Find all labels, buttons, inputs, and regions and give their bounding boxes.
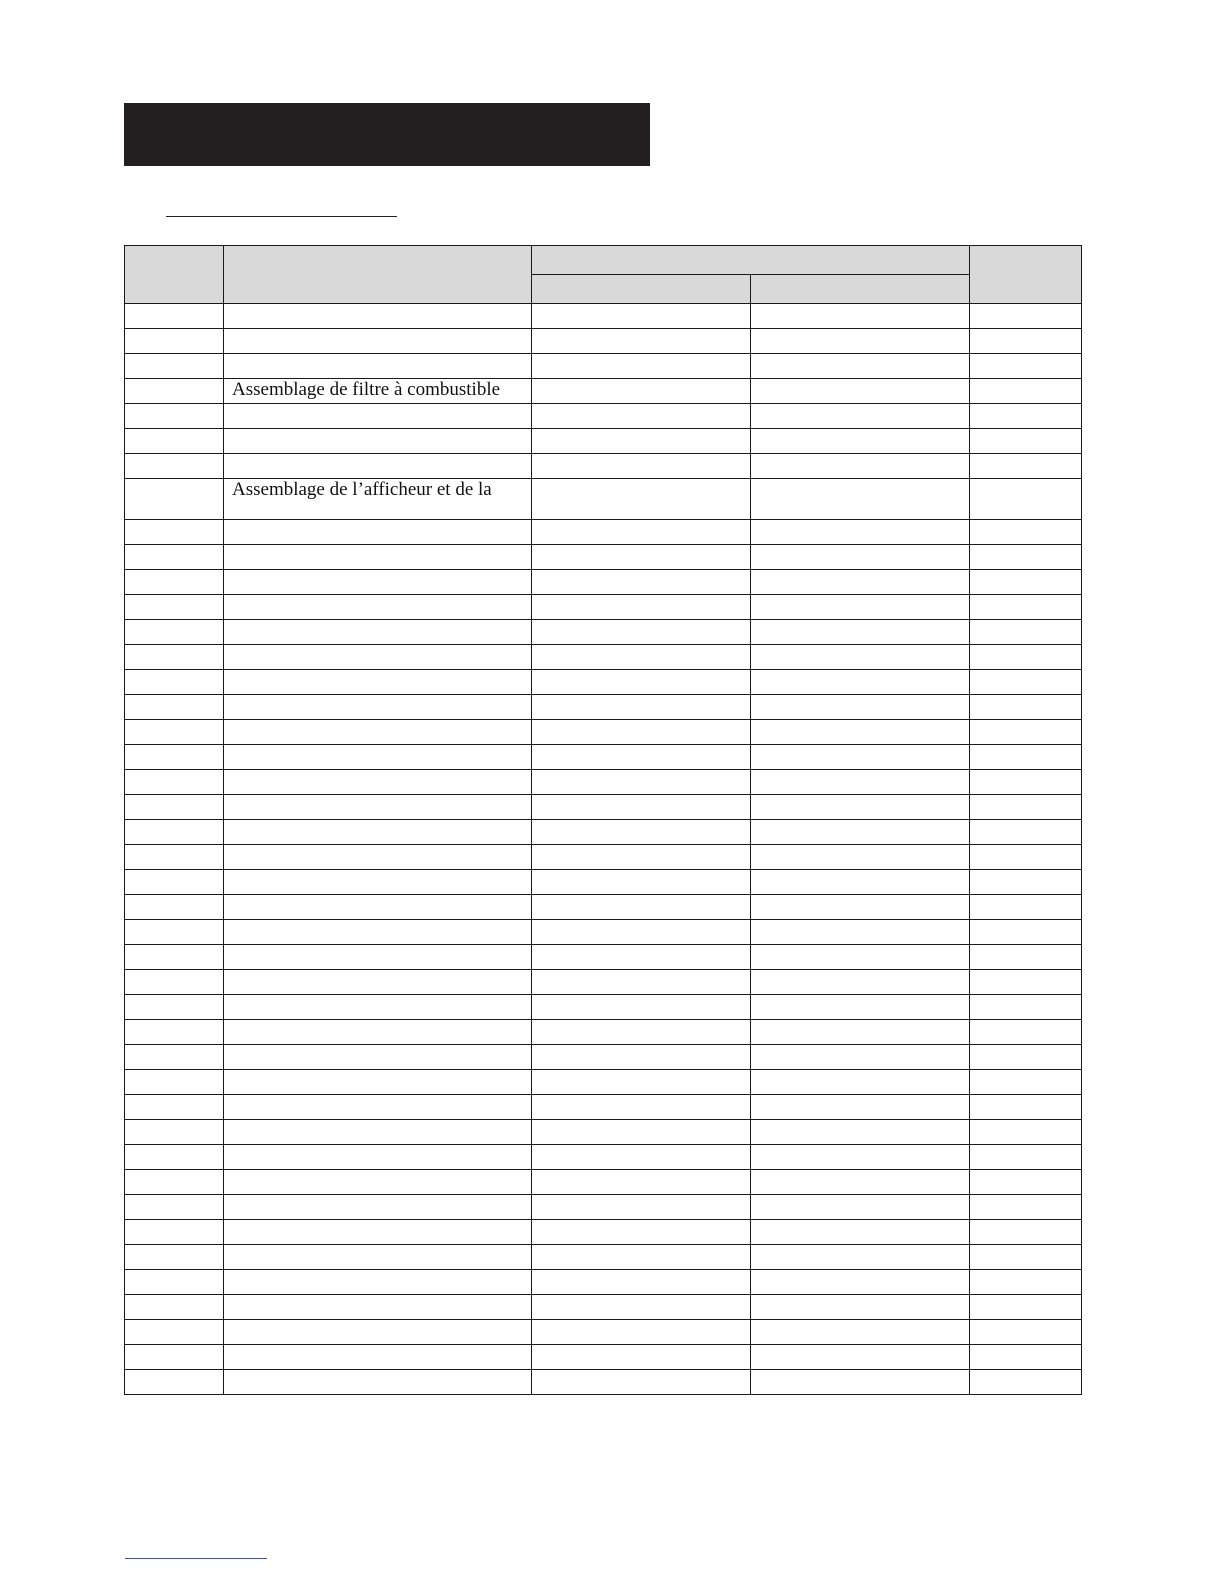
cell-empty xyxy=(125,970,224,995)
cell-empty xyxy=(224,1045,532,1070)
cell-empty xyxy=(970,970,1082,995)
cell-empty xyxy=(224,945,532,970)
table-row xyxy=(125,945,1082,970)
cell-empty xyxy=(532,1045,751,1070)
cell-empty xyxy=(125,1020,224,1045)
cell-empty xyxy=(125,1045,224,1070)
cell-empty xyxy=(532,670,751,695)
cell-ref xyxy=(125,379,224,404)
cell-empty xyxy=(970,645,1082,670)
cell-empty xyxy=(532,820,751,845)
cell-col-b xyxy=(751,429,970,454)
cell-ref xyxy=(125,454,224,479)
header-ref xyxy=(125,246,224,304)
table-row xyxy=(125,1220,1082,1245)
table-row xyxy=(125,570,1082,595)
cell-empty xyxy=(532,1145,751,1170)
table-row xyxy=(125,1120,1082,1145)
cell-empty xyxy=(125,1145,224,1170)
table-row xyxy=(125,304,1082,329)
cell-empty xyxy=(751,1045,970,1070)
cell-empty xyxy=(532,1270,751,1295)
cell-empty xyxy=(970,1020,1082,1045)
cell-empty xyxy=(970,545,1082,570)
cell-empty xyxy=(751,820,970,845)
cell-empty xyxy=(125,670,224,695)
cell-empty xyxy=(125,1270,224,1295)
cell-empty xyxy=(224,1345,532,1370)
cell-empty xyxy=(751,995,970,1020)
cell-empty xyxy=(970,620,1082,645)
cell-empty xyxy=(970,1270,1082,1295)
cell-empty xyxy=(224,695,532,720)
cell-empty xyxy=(532,1020,751,1045)
table-row xyxy=(125,1270,1082,1295)
cell-col-b xyxy=(751,329,970,354)
cell-empty xyxy=(125,520,224,545)
cell-empty xyxy=(224,1370,532,1395)
table-row xyxy=(125,670,1082,695)
cell-col-a xyxy=(532,429,751,454)
table-row xyxy=(125,379,1082,404)
cell-empty xyxy=(532,1195,751,1220)
cell-empty xyxy=(125,1245,224,1270)
cell-empty xyxy=(224,720,532,745)
cell-description xyxy=(224,404,532,429)
cell-empty xyxy=(125,745,224,770)
table-row xyxy=(125,1320,1082,1345)
cell-empty xyxy=(970,945,1082,970)
cell-empty xyxy=(970,695,1082,720)
cell-empty xyxy=(751,1295,970,1320)
cell-col-a xyxy=(532,379,751,404)
table-row xyxy=(125,545,1082,570)
cell-empty xyxy=(125,895,224,920)
cell-empty xyxy=(751,545,970,570)
cell-col-b xyxy=(751,354,970,379)
cell-empty xyxy=(224,1120,532,1145)
cell-empty xyxy=(751,670,970,695)
cell-empty xyxy=(224,1070,532,1095)
table-row xyxy=(125,479,1082,520)
cell-empty xyxy=(125,720,224,745)
table-row xyxy=(125,329,1082,354)
cell-empty xyxy=(970,1320,1082,1345)
cell-ref xyxy=(125,404,224,429)
cell-empty xyxy=(125,870,224,895)
cell-empty xyxy=(125,1370,224,1395)
table-row xyxy=(125,354,1082,379)
cell-empty xyxy=(224,895,532,920)
cell-empty xyxy=(125,1295,224,1320)
cell-qty xyxy=(970,479,1082,520)
cell-empty xyxy=(125,570,224,595)
cell-ref xyxy=(125,304,224,329)
cell-empty xyxy=(532,1345,751,1370)
table-row xyxy=(125,745,1082,770)
cell-empty xyxy=(970,995,1082,1020)
cell-col-a xyxy=(532,404,751,429)
header-description xyxy=(224,246,532,304)
parts-table xyxy=(124,245,1082,1395)
cell-ref xyxy=(125,354,224,379)
cell-empty xyxy=(224,1195,532,1220)
cell-empty xyxy=(532,720,751,745)
cell-empty xyxy=(751,620,970,645)
cell-ref xyxy=(125,429,224,454)
cell-empty xyxy=(970,870,1082,895)
cell-col-b xyxy=(751,454,970,479)
cell-empty xyxy=(751,970,970,995)
cell-empty xyxy=(532,745,751,770)
cell-qty xyxy=(970,454,1082,479)
cell-empty xyxy=(751,1020,970,1045)
cell-empty xyxy=(532,1320,751,1345)
cell-empty xyxy=(970,920,1082,945)
table-row xyxy=(125,1170,1082,1195)
cell-empty xyxy=(751,1270,970,1295)
cell-empty xyxy=(224,870,532,895)
cell-empty xyxy=(751,1070,970,1095)
cell-ref xyxy=(125,479,224,520)
cell-empty xyxy=(125,920,224,945)
cell-empty xyxy=(125,845,224,870)
table-row xyxy=(125,404,1082,429)
cell-empty xyxy=(532,770,751,795)
cell-empty xyxy=(224,745,532,770)
table-row xyxy=(125,770,1082,795)
cell-description xyxy=(224,454,532,479)
cell-empty xyxy=(125,1070,224,1095)
cell-empty xyxy=(224,645,532,670)
cell-empty xyxy=(125,645,224,670)
cell-empty xyxy=(751,1220,970,1245)
cell-empty xyxy=(751,945,970,970)
cell-empty xyxy=(125,770,224,795)
table-row xyxy=(125,620,1082,645)
cell-empty xyxy=(751,1195,970,1220)
cell-empty xyxy=(970,845,1082,870)
cell-empty xyxy=(532,970,751,995)
cell-empty xyxy=(751,1120,970,1145)
cell-qty xyxy=(970,404,1082,429)
cell-empty xyxy=(751,1245,970,1270)
cell-empty xyxy=(532,595,751,620)
cell-empty xyxy=(751,1320,970,1345)
cell-empty xyxy=(751,770,970,795)
cell-empty xyxy=(751,845,970,870)
cell-empty xyxy=(970,1370,1082,1395)
cell-description xyxy=(224,329,532,354)
cell-empty xyxy=(125,945,224,970)
cell-empty xyxy=(224,1095,532,1120)
cell-empty xyxy=(125,695,224,720)
cell-empty xyxy=(125,1220,224,1245)
cell-empty xyxy=(224,570,532,595)
cell-empty xyxy=(970,1195,1082,1220)
cell-qty xyxy=(970,379,1082,404)
cell-empty xyxy=(970,570,1082,595)
table-row xyxy=(125,520,1082,545)
cell-empty xyxy=(125,1120,224,1145)
cell-empty xyxy=(751,920,970,945)
cell-empty xyxy=(970,795,1082,820)
cell-qty xyxy=(970,304,1082,329)
cell-empty xyxy=(224,1220,532,1245)
cell-empty xyxy=(224,920,532,945)
cell-qty xyxy=(970,354,1082,379)
cell-empty xyxy=(532,870,751,895)
footer-link-underline xyxy=(125,1558,267,1559)
cell-empty xyxy=(224,995,532,1020)
cell-col-b xyxy=(751,479,970,520)
table-header-row xyxy=(125,246,1082,275)
cell-empty xyxy=(532,1295,751,1320)
cell-ref xyxy=(125,329,224,354)
cell-col-b xyxy=(751,304,970,329)
table-row xyxy=(125,1195,1082,1220)
table-row xyxy=(125,970,1082,995)
table-row xyxy=(125,454,1082,479)
cell-empty xyxy=(125,995,224,1020)
cell-empty xyxy=(532,1170,751,1195)
cell-col-a xyxy=(532,304,751,329)
cell-empty xyxy=(224,845,532,870)
cell-empty xyxy=(751,745,970,770)
cell-description xyxy=(224,429,532,454)
cell-empty xyxy=(751,595,970,620)
cell-empty xyxy=(751,1345,970,1370)
table-row xyxy=(125,1045,1082,1070)
cell-empty xyxy=(970,1245,1082,1270)
table-row xyxy=(125,1345,1082,1370)
cell-empty xyxy=(751,795,970,820)
cell-empty xyxy=(751,695,970,720)
cell-empty xyxy=(970,1295,1082,1320)
cell-empty xyxy=(970,1220,1082,1245)
cell-description xyxy=(224,354,532,379)
cell-description xyxy=(224,304,532,329)
cell-empty xyxy=(532,1370,751,1395)
cell-empty xyxy=(224,795,532,820)
cell-empty xyxy=(125,1320,224,1345)
cell-empty xyxy=(125,1195,224,1220)
cell-empty xyxy=(224,1270,532,1295)
cell-empty xyxy=(532,995,751,1020)
cell-empty xyxy=(970,745,1082,770)
table-row xyxy=(125,720,1082,745)
cell-empty xyxy=(224,520,532,545)
cell-col-a xyxy=(532,354,751,379)
cell-empty xyxy=(751,1095,970,1120)
cell-empty xyxy=(532,695,751,720)
cell-empty xyxy=(751,895,970,920)
cell-col-b xyxy=(751,379,970,404)
table-row xyxy=(125,1370,1082,1395)
cell-empty xyxy=(532,1095,751,1120)
cell-empty xyxy=(224,670,532,695)
cell-empty xyxy=(751,1145,970,1170)
cell-empty xyxy=(224,595,532,620)
cell-empty xyxy=(751,870,970,895)
cell-empty xyxy=(224,820,532,845)
table-row xyxy=(125,920,1082,945)
cell-empty xyxy=(125,795,224,820)
table-row xyxy=(125,845,1082,870)
cell-empty xyxy=(532,1245,751,1270)
cell-empty xyxy=(224,1320,532,1345)
table-row xyxy=(125,870,1082,895)
cell-empty xyxy=(532,620,751,645)
cell-empty xyxy=(970,770,1082,795)
cell-col-a xyxy=(532,454,751,479)
cell-empty xyxy=(970,820,1082,845)
cell-empty xyxy=(532,1220,751,1245)
cell-empty xyxy=(532,1070,751,1095)
cell-empty xyxy=(125,620,224,645)
table-row xyxy=(125,1095,1082,1120)
table-row xyxy=(125,1295,1082,1320)
cell-empty xyxy=(970,1120,1082,1145)
section-heading-underline xyxy=(166,216,397,217)
cell-empty xyxy=(224,770,532,795)
cell-qty xyxy=(970,329,1082,354)
table-row xyxy=(125,995,1082,1020)
cell-empty xyxy=(970,670,1082,695)
cell-empty xyxy=(751,645,970,670)
table-row xyxy=(125,795,1082,820)
table-row xyxy=(125,895,1082,920)
cell-empty xyxy=(751,1170,970,1195)
cell-empty xyxy=(125,820,224,845)
cell-empty xyxy=(224,1295,532,1320)
cell-empty xyxy=(224,545,532,570)
table-row xyxy=(125,595,1082,620)
header-qty xyxy=(970,246,1082,304)
cell-empty xyxy=(532,945,751,970)
cell-empty xyxy=(224,1020,532,1045)
table-row xyxy=(125,820,1082,845)
table-row xyxy=(125,429,1082,454)
cell-col-a xyxy=(532,479,751,520)
cell-empty xyxy=(970,720,1082,745)
cell-empty xyxy=(224,970,532,995)
cell-empty xyxy=(532,570,751,595)
cell-empty xyxy=(970,895,1082,920)
cell-description: Assemblage de l’afficheur et de la xyxy=(224,479,532,520)
table-row xyxy=(125,645,1082,670)
cell-empty xyxy=(532,520,751,545)
cell-empty xyxy=(532,795,751,820)
cell-col-b xyxy=(751,404,970,429)
cell-empty xyxy=(751,520,970,545)
table-body xyxy=(125,304,1082,1395)
cell-empty xyxy=(532,895,751,920)
cell-empty xyxy=(970,595,1082,620)
header-sub-a xyxy=(532,275,751,304)
header-sub-b xyxy=(751,275,970,304)
cell-empty xyxy=(532,645,751,670)
cell-empty xyxy=(532,1120,751,1145)
cell-empty xyxy=(532,845,751,870)
cell-empty xyxy=(125,1170,224,1195)
cell-qty xyxy=(970,429,1082,454)
cell-empty xyxy=(224,1170,532,1195)
cell-empty xyxy=(751,720,970,745)
cell-empty xyxy=(970,1045,1082,1070)
cell-empty xyxy=(970,1095,1082,1120)
header-group xyxy=(532,246,970,275)
cell-empty xyxy=(970,1070,1082,1095)
cell-empty xyxy=(970,1170,1082,1195)
table-row xyxy=(125,695,1082,720)
cell-empty xyxy=(224,1245,532,1270)
cell-empty xyxy=(224,1145,532,1170)
cell-empty xyxy=(125,1345,224,1370)
cell-empty xyxy=(125,595,224,620)
cell-empty xyxy=(970,1145,1082,1170)
cell-empty xyxy=(751,1370,970,1395)
cell-empty xyxy=(970,1345,1082,1370)
cell-col-a xyxy=(532,329,751,354)
title-bar xyxy=(124,103,650,166)
cell-empty xyxy=(970,520,1082,545)
table-row xyxy=(125,1020,1082,1045)
cell-empty xyxy=(224,620,532,645)
cell-description: Assemblage de filtre à combustible xyxy=(224,379,532,404)
table-row xyxy=(125,1145,1082,1170)
cell-empty xyxy=(532,545,751,570)
cell-empty xyxy=(125,545,224,570)
table-row xyxy=(125,1245,1082,1270)
cell-empty xyxy=(751,570,970,595)
cell-empty xyxy=(125,1095,224,1120)
cell-empty xyxy=(532,920,751,945)
table-row xyxy=(125,1070,1082,1095)
